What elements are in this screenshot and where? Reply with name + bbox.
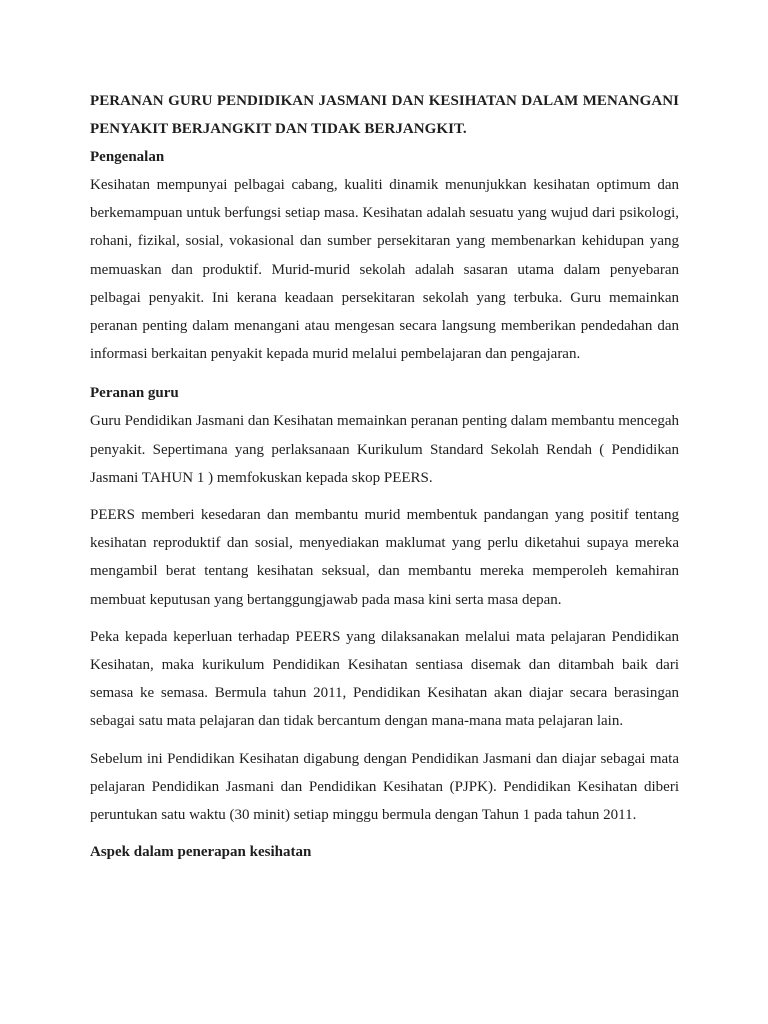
- document-title: PERANAN GURU PENDIDIKAN JASMANI DAN KESIHATAN DALAM MENANGANI PENYAKIT BERJANGKIT DAN TIDAK BERJANGKIT.: [90, 93, 679, 137]
- document-page: [90, 87, 679, 866]
- section-heading-pengenalan: Pengenalan: [90, 149, 165, 165]
- paragraph-peranan-guru-1: Guru Pendidikan Jasmani dan Kesihatan memainkan peranan penting dalam membantu mencegah penyakit. Sepertimana yang perlaksanaan Kurikulum Standard Sekolah Rendah ( Pendidikan Jasmani TAHUN 1 ) memfokuskan kepada skop PEERS.: [90, 413, 679, 486]
- paragraph-peranan-guru-3: Peka kepada keperluan terhadap PEERS yang dilaksanakan melalui mata pelajaran Pendidikan Kesihatan, maka kurikulum Pendidikan Kesihatan sentiasa disemak dan ditambah baik dari semasa ke semasa. Bermula tahun 2011, Pendidikan Kesihatan akan diajar secara berasingan sebagai satu mata pelajaran dan tidak bercantum dengan mana-mana mata pelajaran lain.: [90, 628, 679, 730]
- section-heading-peranan-guru: Peranan guru: [90, 385, 179, 402]
- paragraph-peranan-guru-4: Sebelum ini Pendidikan Kesihatan digabung dengan Pendidikan Jasmani dan diajar sebagai mata pelajaran Pendidikan Jasmani dan Pendidikan Kesihatan (PJPK). Pendidikan Kesihatan diberi peruntukan satu waktu (30 minit) setiap minggu bermula dengan Tahun 1 pada tahun 2011.: [90, 750, 679, 824]
- paragraph-pengenalan: Kesihatan mempunyai pelbagai cabang, kualiti dinamik menunjukkan kesihatan optimum dan berkemampuan untuk berfungsi setiap masa. Kesihatan adalah sesuatu yang wujud dari psikologi, rohani, fizikal, sosial, vokasional dan sumber persekitaran yang membenarkan kehidupan yang memuaskan dan produktif. Murid-murid sekolah adalah sasaran utama dalam penyebaran pelbagai penyakit. Ini kerana keadaan persekitaran sekolah yang terbuka. Guru memainkan peranan penting dalam menangani atau mengesan secara langsung memberikan pendedahan dan informasi berkaitan penyakit kepada murid melalui pembelajaran dan pengajaran.: [90, 177, 679, 363]
- section-heading-aspek: Aspek dalam penerapan kesihatan: [90, 844, 312, 861]
- paragraph-peranan-guru-2: PEERS memberi kesedaran dan membantu murid membentuk pandangan yang positif tentang kesihatan reproduktif dan sosial, menyediakan maklumat yang perlu diketahui supaya mereka mengambil berat tentang kesihatan seksual, dan membantu mereka memperoleh kemahiran membuat keputusan yang bertanggungjawab pada masa kini serta masa depan.: [90, 507, 679, 608]
